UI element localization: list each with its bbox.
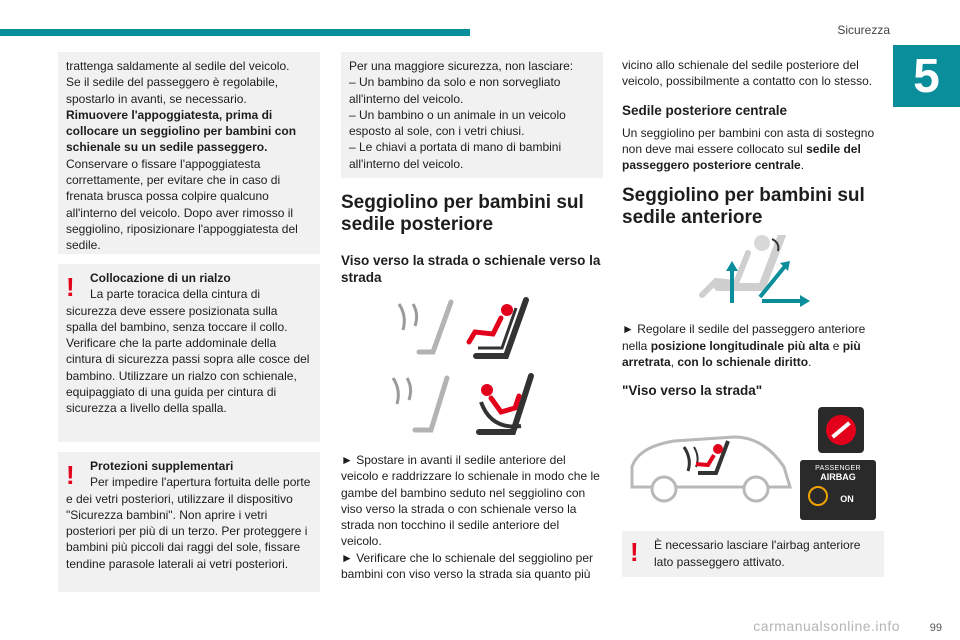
info-box xyxy=(341,52,603,178)
airbag-illustration-area xyxy=(622,409,884,517)
warning-text-content: La parte toracica della cintura di sicurezza deve essere posizionata sulla spalla del bambino, senza toccare il collo. Verificare che la parte addominale della cintura di sicurezza passi sopra alle cosce del bambino. Utilizzare un rialzo con schienale, equipaggiato di una guida per cintura di sicurezza a livello della spalla. xyxy=(66,287,310,416)
warning-text-content: Per impedire l'apertura fortuita delle porte e dei vetri posteriori, utilizzare il dispositivo "Sicurezza bambini". Non aprire i vetri posteriori per più di un terzo. Per proteggere i bambini più piccoli dai raggi del sole, fissare tendine parasole laterali ai vetri posteriori. xyxy=(66,475,311,571)
rear-facing-illustration xyxy=(393,376,531,432)
header-accent-bar xyxy=(0,29,470,36)
intro-tail: Conservare o fissare l'appoggiatesta correttamente, per evitare che in caso di frenata brusca possa colpire qualcuno all'interno del veicolo. Dopo aver rimosso il seggiolino, riposizionare l'appoggiatesta del sedile. xyxy=(66,156,298,253)
intro-bold: Rimuovere l'appoggiatesta, prima di collocare un seggiolino per bambini con schienale su un sedile passeggero. xyxy=(66,107,297,155)
column-1 xyxy=(58,52,320,592)
front-seat-adjust-illustration xyxy=(622,235,884,313)
warning-box-airbag xyxy=(622,531,884,577)
note-item: – Le chiavi a portata di mano di bambini all'interno del veicolo. xyxy=(349,140,562,171)
front-seat-instruction: ► Regolare il sedile del passeggero anteriore nella posizione longitudinale più alta e più arretrata, con lo schienale diritto. xyxy=(622,322,866,370)
chapter-number: 5 xyxy=(893,45,960,107)
warning-title: Protezioni supplementari xyxy=(90,459,234,473)
instruction-step: ► Spostare in avanti il sedile anteriore del veicolo e raddrizzare lo schienale in modo che le gambe del bambino seduto nel seggiolino con viso verso la strada o con schienale verso la strada non tocchino il sedile anteriore del veicolo. xyxy=(341,453,600,549)
warning-icon: ! xyxy=(630,537,639,568)
passenger-airbag-indicator xyxy=(800,460,876,520)
intro-line: Se il sedile del passeggero è regolabile, spostarlo in avanti, se necessario. xyxy=(66,75,279,106)
warning-icon: ! xyxy=(66,460,75,490)
watermark: carmanualsonline.info xyxy=(753,618,900,634)
subsection-heading: "Viso verso la strada" xyxy=(622,383,763,399)
warning-text xyxy=(66,474,312,572)
note-item: – Un bambino o un animale in un veicolo esposto al sole, con i vetri chiusi. xyxy=(349,107,566,139)
page-number: 99 xyxy=(929,622,942,634)
column-2 xyxy=(341,52,603,582)
airbag-indicator-line1: PASSENGER xyxy=(815,465,861,473)
intro-line: trattenga saldamente al sedile del veicolo. xyxy=(66,59,290,73)
subsection-heading: Sedile posteriore centrale xyxy=(622,102,788,118)
section-heading: Seggiolino per bambini sul sedile posteriore xyxy=(341,192,584,235)
warning-title: Collocazione di un rialzo xyxy=(90,271,231,285)
forward-facing-illustration xyxy=(399,300,526,356)
note-item: – Un bambino da solo e non sorvegliato all'interno del veicolo. xyxy=(349,75,561,106)
section-heading: Seggiolino per bambini sul sedile anteriore xyxy=(622,185,865,229)
warning-icon: ! xyxy=(66,272,75,302)
section-title: Sicurezza xyxy=(837,23,890,37)
airbag-off-label-icon xyxy=(818,407,864,453)
continued-text: vicino allo schienale del sedile posteriore del veicolo, possibilmente a contatto con lo stesso. xyxy=(622,58,873,89)
warning-text: È necessario lasciare l'airbag anteriore lato passeggero attivato. xyxy=(654,538,861,569)
column-3 xyxy=(622,57,884,577)
note-intro: Per una maggiore sicurezza, non lasciare: xyxy=(349,59,574,73)
rear-seat-child-seat-illustration xyxy=(341,294,603,444)
subsection-heading: Viso verso la strada o schienale verso la strada xyxy=(341,253,601,285)
warning-box-booster xyxy=(58,264,320,442)
airbag-indicator-state: ON xyxy=(840,494,854,505)
center-seat-text: Un seggiolino per bambini con asta di sostegno non deve mai essere collocato sul sedile del passeggero posteriore centrale. xyxy=(622,125,875,173)
info-box xyxy=(58,52,320,254)
instruction-step: ► Verificare che lo schienale del seggiolino per bambini con viso verso la strada sia quanto più xyxy=(341,550,594,582)
car-side-illustration xyxy=(624,427,794,507)
warning-box-protections xyxy=(58,452,320,592)
airbag-indicator-line2: AIRBAG xyxy=(820,472,856,483)
warning-text xyxy=(66,286,312,416)
